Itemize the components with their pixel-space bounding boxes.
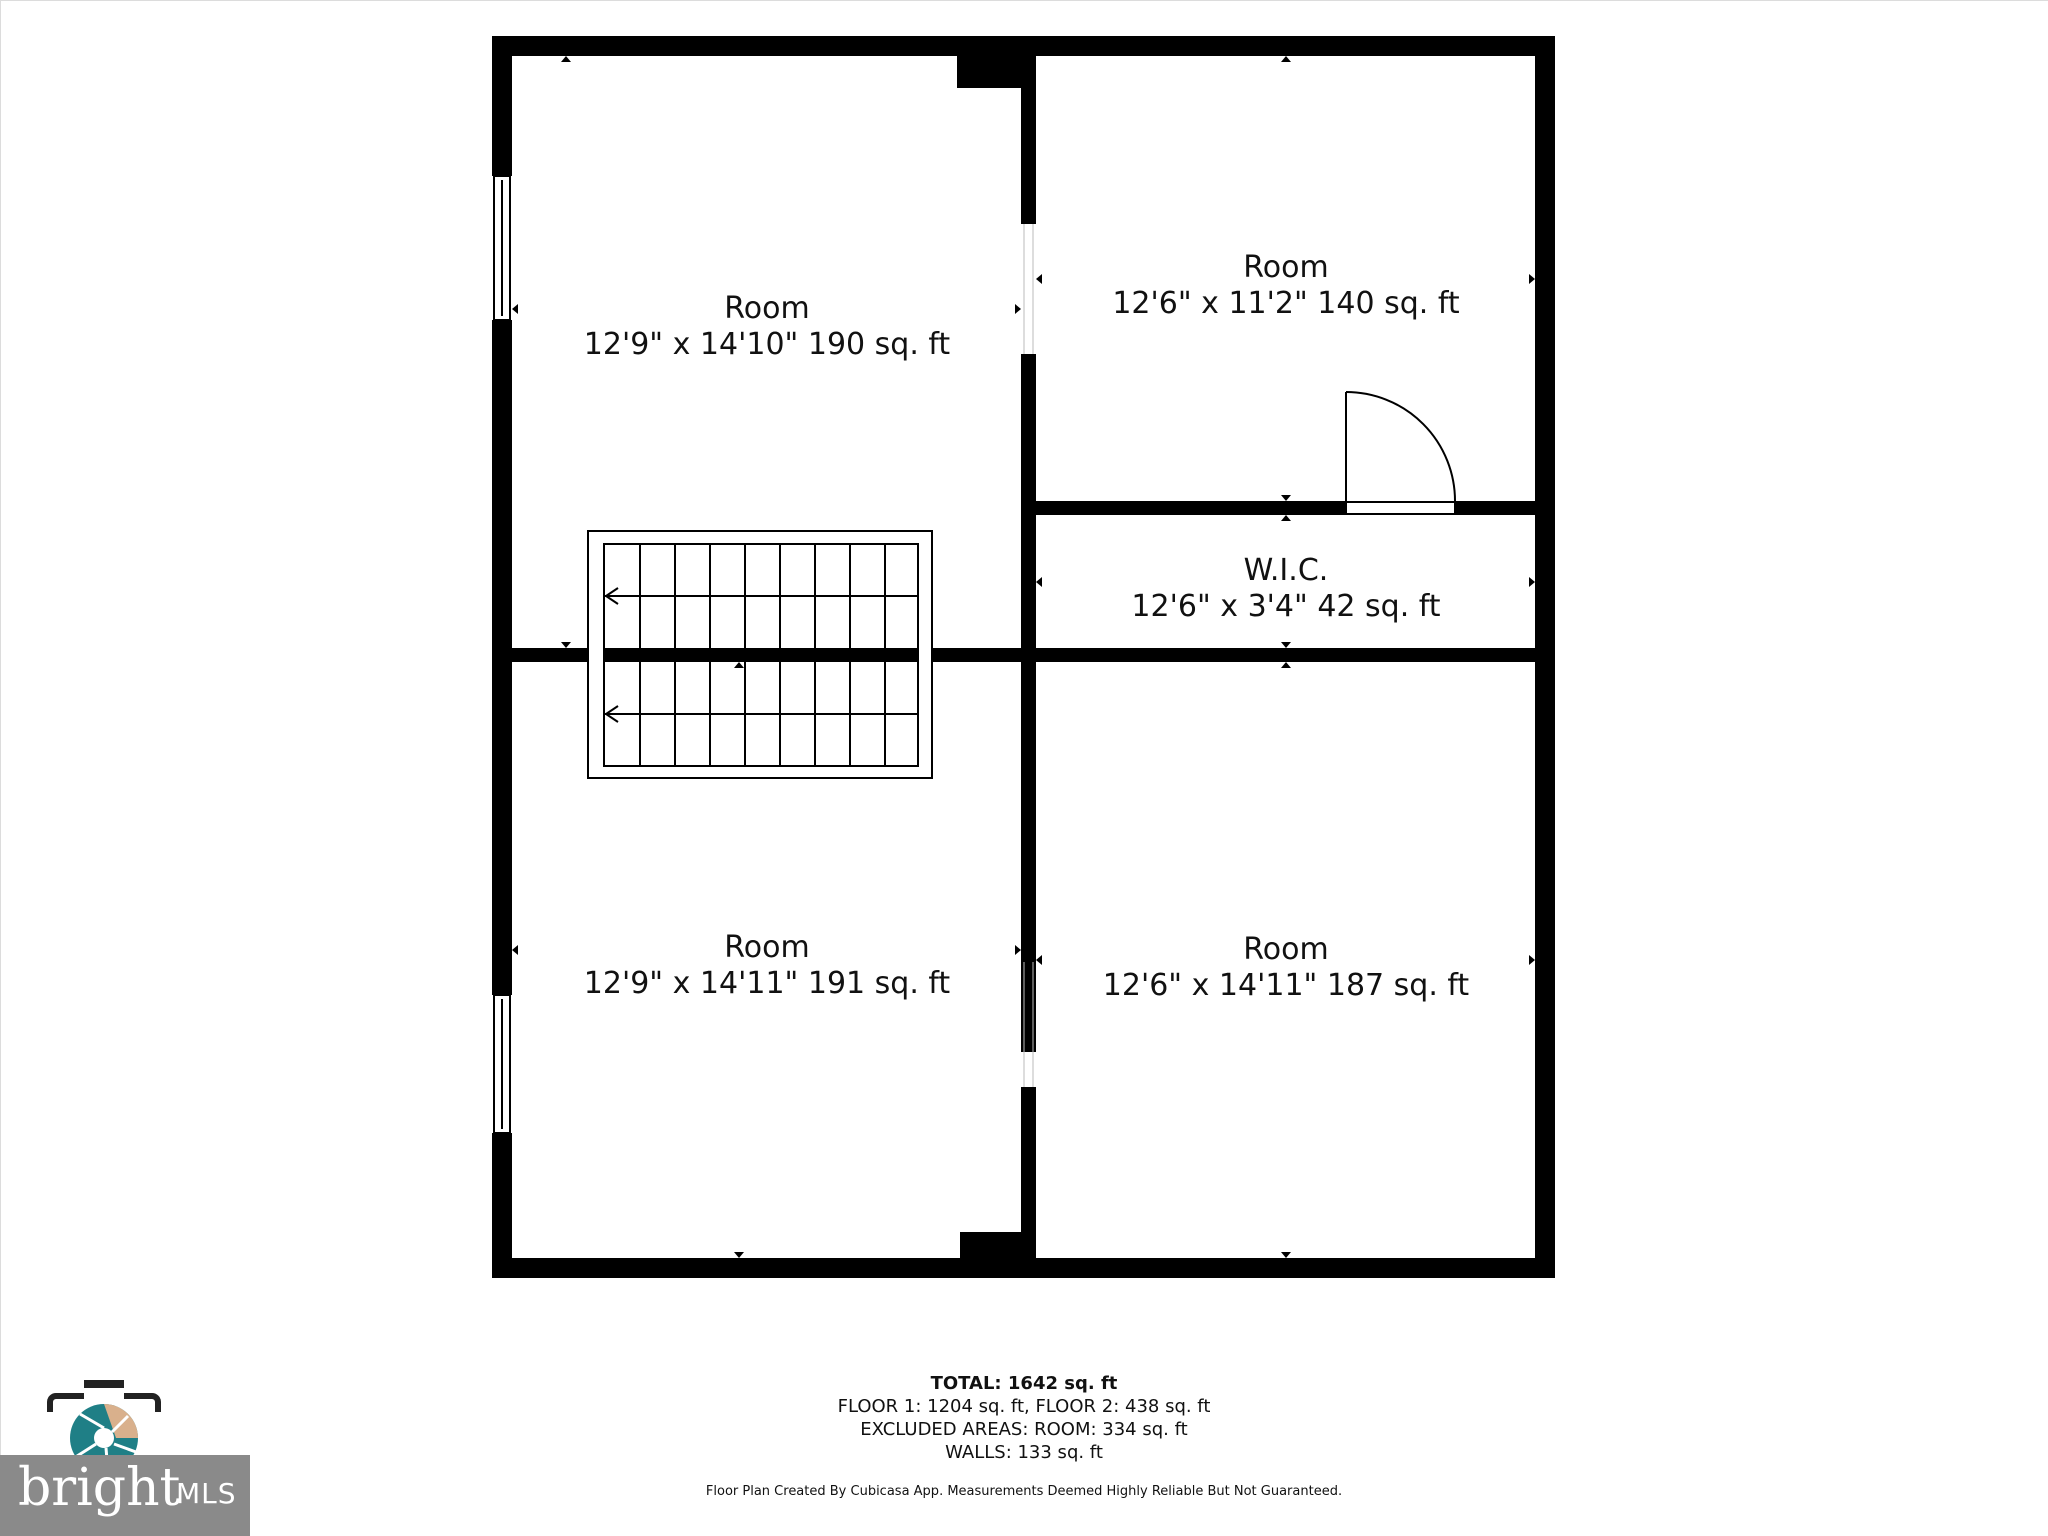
room-dimensions: 12'6" x 3'4" 42 sq. ft bbox=[1131, 589, 1441, 624]
room-label-upper-right bbox=[1112, 250, 1459, 322]
disclaimer: Floor Plan Created By Cubicasa App. Measurements Deemed Highly Reliable But Not Guaranteed. bbox=[705, 1484, 1343, 1499]
wall-bottom bbox=[492, 1258, 1555, 1278]
floor-areas: FLOOR 1: 1204 sq. ft, FLOOR 2: 438 sq. ft bbox=[837, 1396, 1211, 1417]
wall-left-upper bbox=[492, 36, 512, 176]
room-dimensions: 12'9" x 14'11" 191 sq. ft bbox=[583, 966, 951, 1001]
staircase bbox=[588, 531, 932, 778]
wall-center-upper bbox=[1021, 56, 1036, 224]
total-area: TOTAL: 1642 sq. ft bbox=[930, 1373, 1118, 1394]
excluded-areas: EXCLUDED AREAS: ROOM: 334 sq. ft bbox=[860, 1419, 1188, 1440]
wall-center-middle bbox=[1021, 354, 1036, 1052]
room-name: Room bbox=[724, 930, 810, 965]
wall-mid-right bbox=[1036, 648, 1535, 662]
column-top bbox=[957, 56, 1021, 88]
walls-area: WALLS: 133 sq. ft bbox=[945, 1442, 1103, 1463]
room-dimensions: 12'9" x 14'10" 190 sq. ft bbox=[583, 327, 951, 362]
room-name: Room bbox=[1243, 932, 1329, 967]
column-bottom bbox=[960, 1232, 1021, 1258]
room-name: Room bbox=[724, 291, 810, 326]
room-label-wic bbox=[1131, 553, 1440, 625]
door-wic bbox=[1346, 392, 1455, 514]
wall-center-lower bbox=[1021, 1087, 1036, 1258]
room-dimensions: 12'6" x 14'11" 187 sq. ft bbox=[1102, 968, 1470, 1003]
room-name: Room bbox=[1243, 250, 1329, 285]
room-name: W.I.C. bbox=[1243, 553, 1329, 588]
wall-wic-top-left bbox=[1036, 501, 1346, 515]
area-summary bbox=[838, 1372, 1211, 1464]
wall-left-lower bbox=[492, 1133, 512, 1278]
wall-left-middle bbox=[492, 320, 512, 995]
room-label-upper-left bbox=[584, 291, 950, 363]
door-swing-arc bbox=[1346, 392, 1455, 501]
room-label-lower-right bbox=[1103, 932, 1469, 1004]
room-dimensions: 12'6" x 11'2" 140 sq. ft bbox=[1112, 286, 1460, 321]
room-label-lower-left bbox=[584, 930, 950, 1002]
brand-name: bright bbox=[18, 1458, 181, 1518]
wall-wic-top-right bbox=[1455, 501, 1535, 515]
wall-top bbox=[492, 36, 1555, 56]
brand-mls: MLS bbox=[176, 1477, 237, 1510]
wall-right bbox=[1535, 36, 1555, 1278]
